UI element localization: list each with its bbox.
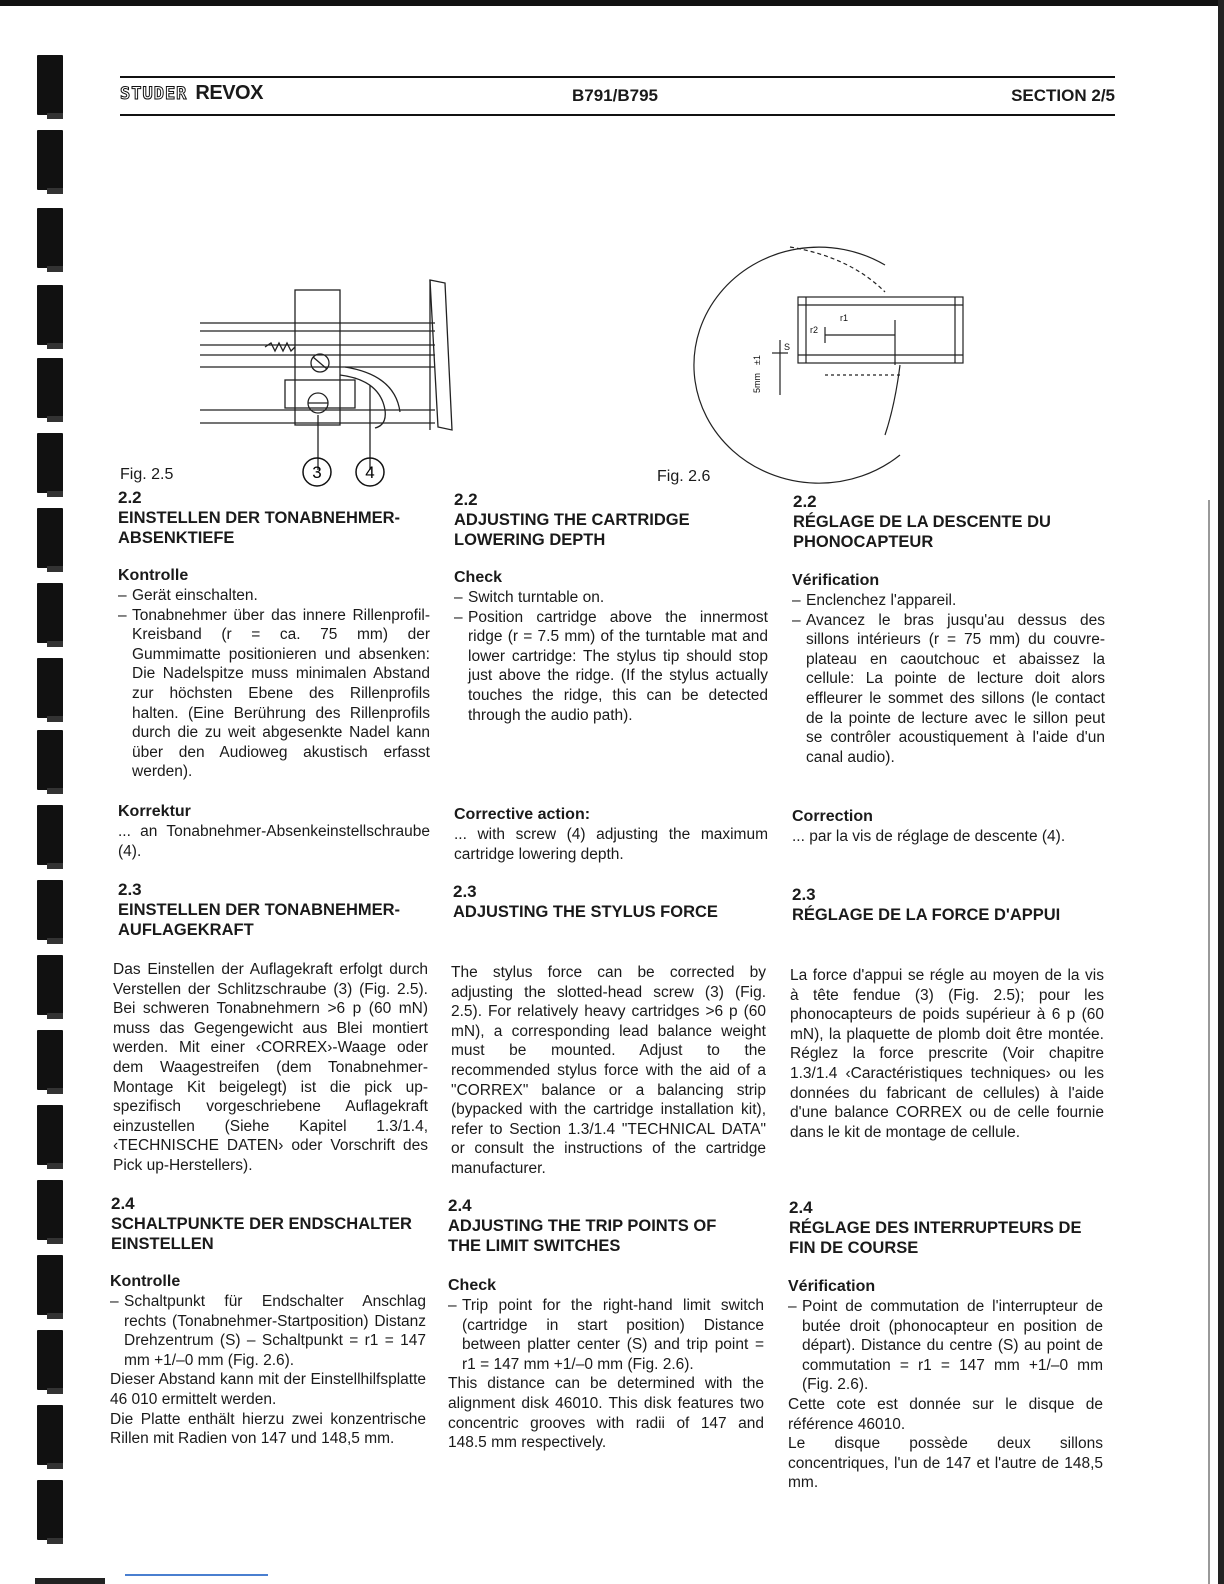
- en-check2-text1: This distance can be determined with the alignment disk 46010. This disk features two concentric grooves with radii of 147 and 148.5 mm respectively.: [448, 1375, 764, 1452]
- de-kontrolle2-text1: Dieser Abstand kann mit der Einstellhilfsplatte 46 010 ermittelt werden.: [110, 1371, 426, 1408]
- fr-correction-heading: Correction: [792, 808, 873, 825]
- binding-hole: [37, 130, 63, 190]
- de-2-3-title-line1: EINSTELLEN DER TONABNEHMER-: [118, 901, 401, 919]
- de-section-2-4-heading: [111, 1194, 429, 1254]
- binding-hole: [37, 508, 63, 568]
- page-right-shadow: [1208, 500, 1210, 1584]
- fr-verification2-text1: Cette cote est donnée sur le disque de référence 46010.: [788, 1395, 1103, 1433]
- fig-2-6-label: Fig. 2.6: [657, 468, 711, 485]
- bottom-edge: [35, 1578, 105, 1584]
- callout-3: 3: [312, 463, 322, 482]
- binding-hole: [37, 1030, 63, 1090]
- en-check-item-text: Switch turntable on.: [468, 589, 605, 606]
- binding-hole: [37, 955, 63, 1015]
- en-check-heading: Check: [454, 569, 503, 586]
- en-2-2-title-line2: LOWERING DEPTH: [454, 531, 606, 549]
- de-2-2-number: 2.2: [118, 488, 142, 507]
- de-2-3-text: Das Einstellen der Auflagekraft erfolgt durch Verstellen der Schlitzschraube (3) (Fig. 2.5). Bei schweren Tonabnehmern >6 p (60 mN) muss das Gegengewicht aus Blei montiert werden. Mit einer ‹CORREX›-Waage oder dem Waagestreifen (dem Tonabnehmer-Montage Kit beigelegt) ist die pick up-spezifisch vorgeschriebene Auflagekraft einzustellen (Siehe Kapitel 1.3/1.4, ‹TECHNISCHE DATEN› oder Vorschrift des Pick up-Herstellers).: [113, 961, 428, 1174]
- fr-2-2-title-line1: RÉGLAGE DE LA DESCENTE DU: [793, 513, 1051, 531]
- brand-logo: [120, 82, 263, 105]
- en-section-2-3-heading: [453, 882, 768, 922]
- de-2-3-number: 2.3: [118, 880, 142, 899]
- de-kontrolle2-item: – Schaltpunkt für Endschalter Anschlag rechts (Tonabnehmer-Startposition) Distanz Drehzentrum (S) – Schaltpunkt = r1 = 147 mm +1/–0 mm (Fig. 2.6).: [110, 1293, 426, 1369]
- bottom-rule: [125, 1574, 268, 1576]
- fr-verification-item-text: Avancez le bras jusqu'au dessus des sillons intérieurs (r = 75 mm) du couvre-plateau en caoutchouc et abaissez la cellule: La pointe de lecture doit alors effleurer le sommet des sillons (le contact de la pointe de lecture avec le sillon peut se contrôler acoustiquement à l'aide d'un canal audio).: [806, 611, 1105, 766]
- binding-hole: [37, 433, 63, 493]
- en-corrective-text: ... with screw (4) adjusting the maximum cartridge lowering depth.: [454, 826, 768, 863]
- binding-hole: [37, 805, 63, 865]
- fr-verification-heading: Vérification: [792, 572, 880, 589]
- fr-2-2-number: 2.2: [793, 492, 817, 511]
- label-r1: r1: [840, 313, 849, 323]
- fr-verification2-item-text: Point de commutation de l'interrupteur de butée droit (phonocapteur en position de départ). Distance du centre (S) au point de commutation = r1 = 147 mm +1/–0 mm (Fig. 2.6).: [802, 1298, 1103, 1394]
- page-right-edge: [1218, 0, 1224, 1584]
- en-check-item: – Position cartridge above the innermost ridge (r = 7.5 mm) of the turntable mat and lower cartridge: The stylus tip should stop just above the ridge. (If the stylus actually touches the ridge, this can be detected through the audio path).: [454, 608, 768, 724]
- en-2-4-number: 2.4: [448, 1196, 472, 1215]
- label-r2: r2: [810, 325, 819, 335]
- binding-hole: [37, 1480, 63, 1540]
- fr-verification2-block: [788, 1277, 1103, 1493]
- fr-2-3-number: 2.3: [792, 885, 816, 904]
- brand-revox: REVOX: [195, 82, 263, 104]
- de-kontrolle2-text2: Die Platte enthält hierzu zwei konzentrische Rillen mit Radien von 147 und 148,5 mm.: [110, 1410, 426, 1448]
- binding-hole: [37, 583, 63, 643]
- fr-2-3-title: RÉGLAGE DE LA FORCE D'APPUI: [792, 906, 1061, 924]
- en-2-4-title-line2: THE LIMIT SWITCHES: [448, 1237, 621, 1255]
- fr-verification-item: – Avancez le bras jusqu'au dessus des sillons intérieurs (r = 75 mm) du couvre-plateau en caoutchouc et abaissez la cellule: La pointe de lecture doit alors effleurer le sommet des sillons (le contact de la pointe de lecture avec le sillon peut se contrôler acoustiquement à l'aide d'un canal audio).: [792, 611, 1105, 766]
- header-rule-top: [120, 76, 1115, 78]
- fig-2-5-callouts: [300, 455, 390, 490]
- binding-hole: [37, 730, 63, 790]
- brand-studer: STUDER: [120, 84, 188, 104]
- binding-hole: [37, 1105, 63, 1165]
- de-kontrolle-item: – Tonabnehmer über das innere Rillenprofil-Kreisband (r = ca. 75 mm) der Gummimatte positionieren und absenken: Die Nadelspitze muss minimalen Abstand zur höchsten Ebene des Rillenprofils halten. (Eine Berührung des Rillenprofils durch die zu weit abgesenkte Nadel kann über den Audioweg akustisch erfasst werden).: [118, 606, 430, 781]
- de-2-4-title-line1: SCHALTPUNKTE DER ENDSCHALTER: [111, 1215, 412, 1233]
- de-kontrolle-item-text: Tonabnehmer über das innere Rillenprofil-Kreisband (r = ca. 75 mm) der Gummimatte positionieren und absenken: Die Nadelspitze muss minimalen Abstand zur höchsten Ebene des Rillenprofils halten. (Eine Berührung des Rillenprofils durch die zu weit abgesenkte Nadel kann über den Audioweg akustisch erfasst werden).: [132, 606, 430, 781]
- binding-hole: [37, 1255, 63, 1315]
- fr-2-4-title-line2: FIN DE COURSE: [789, 1239, 919, 1257]
- fr-verification-item: – Enclenchez l'appareil.: [792, 592, 957, 609]
- fr-verification2-item: – Point de commutation de l'interrupteur de butée droit (phonocapteur en position de départ). Distance du centre (S) au point de commutation = r1 = 147 mm +1/–0 mm (Fig. 2.6).: [788, 1298, 1103, 1394]
- fr-verification-item-text: Enclenchez l'appareil.: [806, 592, 957, 609]
- en-2-3-text: The stylus force can be corrected by adjusting the slotted-head screw (3) (Fig. 2.5). For relatively heavy cartridges >6 p (60 mN), a corresponding lead balance weight must be mounted. Adjust to the recommended stylus force with the aid of a "CORREX" balance or a balancing strip (bypacked with the cartridge installation kit), refer to Section 1.3/1.4 "TECHNICAL DATA" or consult the instructions of the cartridge manufacturer.: [451, 964, 766, 1177]
- fr-section-2-3-heading: [792, 885, 1105, 925]
- fr-2-2-title-line2: PHONOCAPTEUR: [793, 533, 934, 551]
- en-2-3-number: 2.3: [453, 882, 477, 901]
- fr-correction-text: ... par la vis de réglage de descente (4).: [792, 828, 1066, 845]
- binding-hole: [37, 880, 63, 940]
- de-kontrolle-heading: Kontrolle: [118, 567, 189, 584]
- en-2-2-number: 2.2: [454, 490, 478, 509]
- binding-hole: [37, 1405, 63, 1465]
- fr-section-2-4-heading: [789, 1198, 1105, 1258]
- header-rule-bottom: [120, 114, 1115, 116]
- en-corrective-block: [454, 805, 768, 864]
- de-2-2-title-line1: EINSTELLEN DER TONABNEHMER-: [118, 509, 401, 527]
- de-korrektur-block: [118, 802, 430, 861]
- fr-verification-block: [792, 571, 1105, 767]
- fr-correction-block: [792, 807, 1105, 847]
- de-kontrolle2-item-text: Schaltpunkt für Endschalter Anschlag rechts (Tonabnehmer-Startposition) Distanz Drehzentrum (S) – Schaltpunkt = r1 = 147 mm +1/–0 mm (Fig. 2.6).: [124, 1293, 426, 1369]
- de-korrektur-text: ... an Tonabnehmer-Absenkeinstellschraube (4).: [118, 823, 430, 860]
- fig-2-5-label: Fig. 2.5: [120, 466, 174, 483]
- en-section-2-2-heading: [454, 490, 769, 550]
- de-section-2-2-heading: [118, 488, 428, 548]
- de-2-2-title-line2: ABSENKTIEFE: [118, 529, 235, 547]
- binding-hole: [37, 208, 63, 268]
- de-kontrolle2-heading: Kontrolle: [110, 1273, 181, 1290]
- page-header: [120, 74, 1115, 118]
- fr-2-3-text: La force d'appui se régle au moyen de la vis à tête fendue (3) (Fig. 2.5); pour les phonocapteurs de poids supérieur à 6 p (60 mN), la plaquette de plomb doit être montée. Réglez la force prescrite (Voir chapitre 1.3/1.4 ‹Caractéristiques techniques› ou les données du fabricant de cellules) à l'aide d'une balance CORREX ou de celle fournie dans le kit de montage de cellule.: [790, 967, 1104, 1141]
- label-5mm: 5mm: [752, 373, 762, 393]
- de-2-4-number: 2.4: [111, 1194, 135, 1213]
- en-2-4-title-line1: ADJUSTING THE TRIP POINTS OF: [448, 1217, 717, 1235]
- binding-hole: [37, 55, 63, 115]
- de-2-4-title-line2: EINSTELLEN: [111, 1235, 214, 1253]
- en-2-2-title-line1: ADJUSTING THE CARTRIDGE: [454, 511, 690, 529]
- de-kontrolle-item: – Gerät einschalten.: [118, 587, 258, 604]
- de-korrektur-heading: Korrektur: [118, 803, 191, 820]
- en-2-3-title: ADJUSTING THE STYLUS FORCE: [453, 903, 718, 921]
- binding-hole: [37, 358, 63, 418]
- en-check-item-text: Position cartridge above the innermost ridge (r = 7.5 mm) of the turntable mat and lower cartridge: The stylus tip should stop just above the ridge. (If the stylus actually touches the ridge, this can be detected through the audio path).: [468, 608, 768, 724]
- en-check2-heading: Check: [448, 1277, 497, 1294]
- binding-hole: [37, 1180, 63, 1240]
- section-number: SECTION 2/5: [1011, 86, 1115, 105]
- fr-2-4-title-line1: RÉGLAGE DES INTERRUPTEURS DE: [789, 1219, 1082, 1237]
- en-check2-block: [448, 1276, 764, 1453]
- fig-2-6-drawing: [660, 235, 980, 485]
- de-section-2-3-heading: [118, 880, 430, 940]
- en-check-item: – Switch turntable on.: [454, 589, 605, 606]
- en-corrective-heading: Corrective action:: [454, 806, 591, 823]
- model-number: B791/B795: [572, 86, 659, 105]
- en-check2-item: – Trip point for the right-hand limit switch (cartridge in start position) Distance between platter center (S) and trip point = r1 = 147 mm +1/–0 mm (Fig. 2.6).: [448, 1297, 764, 1373]
- fr-2-4-number: 2.4: [789, 1198, 813, 1217]
- fr-section-2-2-heading: [793, 492, 1103, 552]
- binding-hole: [37, 658, 63, 718]
- binding-hole: [37, 285, 63, 345]
- fr-verification2-text2: Le disque possède deux sillons concentriques, l'un de 147 et l'autre de 148,5 mm.: [788, 1435, 1103, 1492]
- de-kontrolle-block: [118, 566, 430, 782]
- binding-hole: [37, 1330, 63, 1390]
- de-kontrolle-item-text: Gerät einschalten.: [132, 587, 258, 604]
- fr-verification2-heading: Vérification: [788, 1278, 876, 1295]
- en-check-block: [454, 568, 768, 725]
- label-s: S: [784, 342, 791, 352]
- page-top-edge: [0, 0, 1224, 6]
- de-kontrolle2-block: [110, 1272, 426, 1449]
- label-tolerance: ±1: [752, 355, 762, 365]
- de-2-3-title-line2: AUFLAGEKRAFT: [118, 921, 254, 939]
- en-check2-item-text: Trip point for the right-hand limit switch (cartridge in start position) Distance between platter center (S) and trip point = r1 = 147 mm +1/–0 mm (Fig. 2.6).: [462, 1297, 764, 1373]
- callout-4: 4: [365, 463, 375, 482]
- en-section-2-4-heading: [448, 1196, 766, 1256]
